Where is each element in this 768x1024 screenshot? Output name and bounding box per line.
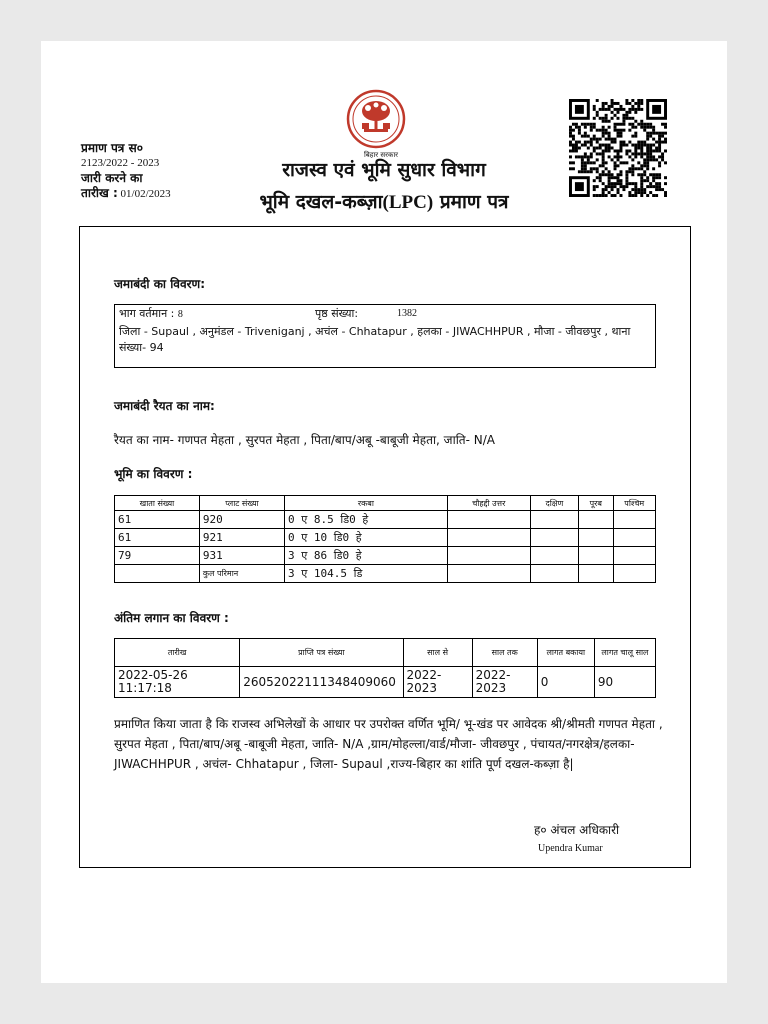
total-value: 3 ए 104.5 डि — [284, 565, 447, 583]
rent-year-to: 2022-2023 — [472, 667, 537, 698]
govt-label: बिहार सरकार — [363, 151, 399, 159]
table-row: 61 921 0 ए 10 डि0 हे — [115, 529, 656, 547]
table-row: 79 931 3 ए 86 डि0 हे — [115, 547, 656, 565]
rent-heading: अंतिम लगान का विवरण : — [114, 611, 229, 625]
cert-number: 2123/2022 - 2023 — [81, 157, 160, 169]
department-title: राजस्व एवं भूमि सुधार विभाग — [282, 159, 486, 181]
rent-current: 90 — [594, 667, 655, 698]
details-box — [79, 226, 691, 868]
raiyat-heading: जमाबंदी रैयत का नाम: — [114, 399, 215, 413]
rent-table — [114, 638, 656, 698]
col-plot: प्लाट संख्या — [199, 496, 284, 511]
col-east: पूरब — [579, 496, 613, 511]
rent-table-header: तारीख प्राप्ति पत्र संख्या साल से साल तक लागत बकाया लागत चालू साल — [115, 639, 656, 667]
qr-code-icon — [569, 99, 667, 197]
col-khata: खाता संख्या — [115, 496, 200, 511]
certification-text: प्रमाणित किया जाता है कि राजस्व अभिलेखों के आधार पर उपरोक्त वर्णित भूमि/ भू-खंड पर आवेदक श्री/श्रीमती गणपत मेहता , सुरपत मेहता , पिता/बाप/अबू -बाबूजी मेहता, जाति- N/A ,ग्राम/मोहल्ला/वार्ड/मौजा- जीवछपुर , पंचायत/नगरक्षेत्र/हलका- JIWACHHPUR , अचंल- Chhatapur , जिला- Supaul ,राज्य-बिहार का शांति पूर्ण दखल-कब्ज़ा है| — [114, 717, 663, 771]
signatory-name: Upendra Kumar — [538, 843, 603, 854]
col-north: चौहद्दी उत्तर — [447, 496, 530, 511]
page-label: पृष्ठ संख्या: — [315, 307, 359, 320]
col-south: दक्षिण — [530, 496, 578, 511]
cert-number-label: प्रमाण पत्र स० — [81, 141, 143, 155]
total-label: कुल परिमान — [199, 565, 284, 583]
rent-date: 2022-05-26 11:17:18 — [115, 667, 240, 698]
bhag-label: भाग वर्तमान : — [119, 307, 175, 320]
land-total-row — [115, 565, 656, 583]
rent-arrear: 0 — [537, 667, 594, 698]
page-value: 1382 — [397, 308, 417, 319]
jamabandi-info — [114, 304, 656, 368]
col-west: पश्चिम — [613, 496, 656, 511]
jamabandi-address: जिला - Supaul , अनुमंडल - Triveniganj , अचंल - Chhatapur , हलका - JIWACHHPUR , मौजा - जीवछपुर , थाना संख्या- 94 — [119, 325, 631, 354]
bihar-emblem-icon — [346, 89, 406, 149]
signatory-title: ह० अंचल अधिकारी — [534, 823, 620, 837]
bhag-value: 8 — [177, 309, 183, 320]
rent-year-from: 2022-2023 — [403, 667, 472, 698]
raiyat-name: रैयत का नाम- गणपत मेहता , सुरपत मेहता , पिता/बाप/अबू -बाबूजी मेहता, जाति- N/A — [114, 433, 496, 447]
land-heading: भूमि का विवरण : — [114, 467, 193, 481]
table-row — [115, 667, 656, 698]
col-rakba: रकबा — [284, 496, 447, 511]
certificate-page — [41, 41, 727, 983]
issue-date-label-1: जारी करने का — [81, 171, 143, 185]
issue-date: 01/02/2023 — [117, 188, 171, 200]
certificate-title: भूमि दखल-कब्ज़ा(LPC) प्रमाण पत्र — [259, 191, 509, 213]
table-row: 61 920 0 ए 8.5 डि0 हे — [115, 511, 656, 529]
issue-date-label-2: तारीख : — [81, 186, 118, 200]
jamabandi-row — [115, 305, 655, 324]
land-table-header — [115, 496, 656, 511]
jamabandi-heading: जमाबंदी का विवरण: — [114, 277, 206, 291]
rent-receipt: 26052022111348409060 — [240, 667, 403, 698]
land-table — [114, 495, 656, 583]
